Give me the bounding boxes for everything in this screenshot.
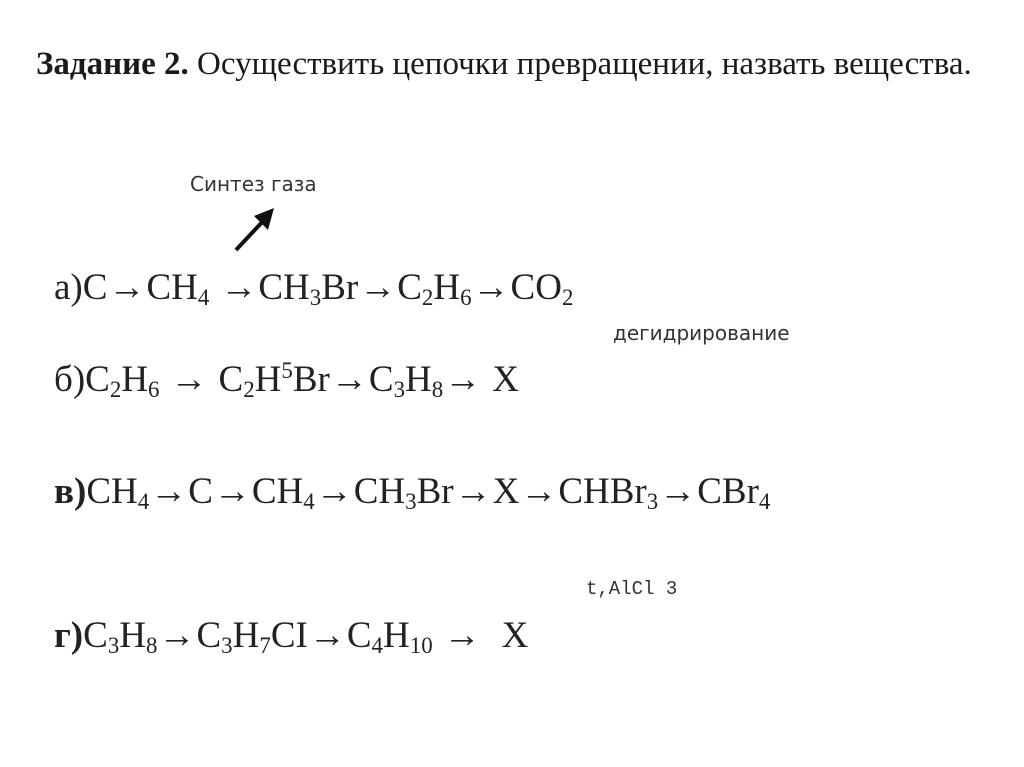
- formula-c2h6: $C_2H_6$: [85, 359, 160, 403]
- formula-c3h8: $C_3H_8$: [368, 359, 444, 403]
- task-description: Осуществить цепочки превращении, назвать вещества.: [197, 46, 972, 82]
- arrow-icon: →: [158, 615, 196, 656]
- arrow-icon: →: [472, 267, 510, 308]
- arrow-icon: →: [308, 615, 346, 656]
- chain-b: [54, 358, 519, 403]
- arrow-icon: →: [359, 267, 397, 308]
- formula-c2h5br: $C_2H^5Br$: [218, 358, 330, 403]
- arrow-icon: →: [108, 267, 146, 308]
- formula-ch4: $CH_4$: [146, 267, 210, 311]
- chain-a: [54, 267, 574, 311]
- arrow-icon: →: [315, 471, 353, 512]
- chain-label: г): [54, 615, 84, 656]
- formula-c4h10: $C_4H_{10}$: [346, 615, 433, 659]
- arrow-icon: →: [444, 359, 482, 400]
- formula-x: X: [492, 359, 519, 400]
- chain-label: в): [54, 471, 87, 512]
- formula-c: C: [188, 471, 213, 512]
- formula-ch4: $CH_4$: [86, 471, 150, 515]
- chain-label: а): [54, 267, 83, 308]
- chain-g: [54, 615, 529, 659]
- formula-ch3br: $CH_3Br$: [258, 267, 359, 311]
- arrow-icon: →: [443, 615, 481, 656]
- formula-c2h6: $C_2H_6$: [397, 267, 472, 311]
- annotation-synthesis-gas: Синтез газа: [190, 172, 317, 196]
- formula-c3h7cl: $C_3H_7CI$: [196, 615, 308, 659]
- task-heading: Задание 2.: [36, 46, 189, 82]
- arrow-icon: →: [454, 471, 492, 512]
- formula-x: X: [492, 471, 520, 512]
- formula-c3h8: $C_3H_8$: [83, 615, 158, 659]
- arrow-icon: →: [330, 359, 368, 400]
- formula-ch3br: $CH_3Br$: [353, 471, 454, 515]
- formula-c: C: [82, 267, 108, 308]
- arrow-icon: →: [659, 471, 697, 512]
- diagonal-arrow-icon: [228, 200, 288, 260]
- annotation-catalyst: t,AlCl 3: [586, 578, 678, 600]
- chain-label: б): [54, 359, 86, 400]
- formula-ch4: $CH_4$: [251, 471, 315, 515]
- formula-x: X: [501, 615, 529, 656]
- formula-cbr4: CBr$_4$: [697, 471, 771, 515]
- arrow-icon: →: [520, 471, 558, 512]
- arrow-icon: →: [170, 359, 208, 400]
- task-text: [36, 40, 996, 89]
- arrow-icon: →: [213, 471, 251, 512]
- arrow-icon: →: [150, 471, 188, 512]
- formula-co2: $CO_2$: [510, 267, 574, 311]
- annotation-dehydrogenation: дегидрирование: [613, 321, 790, 345]
- arrow-icon: →: [220, 267, 258, 308]
- formula-chbr3: CHBr$_3$: [558, 471, 659, 515]
- chain-v: [54, 471, 771, 515]
